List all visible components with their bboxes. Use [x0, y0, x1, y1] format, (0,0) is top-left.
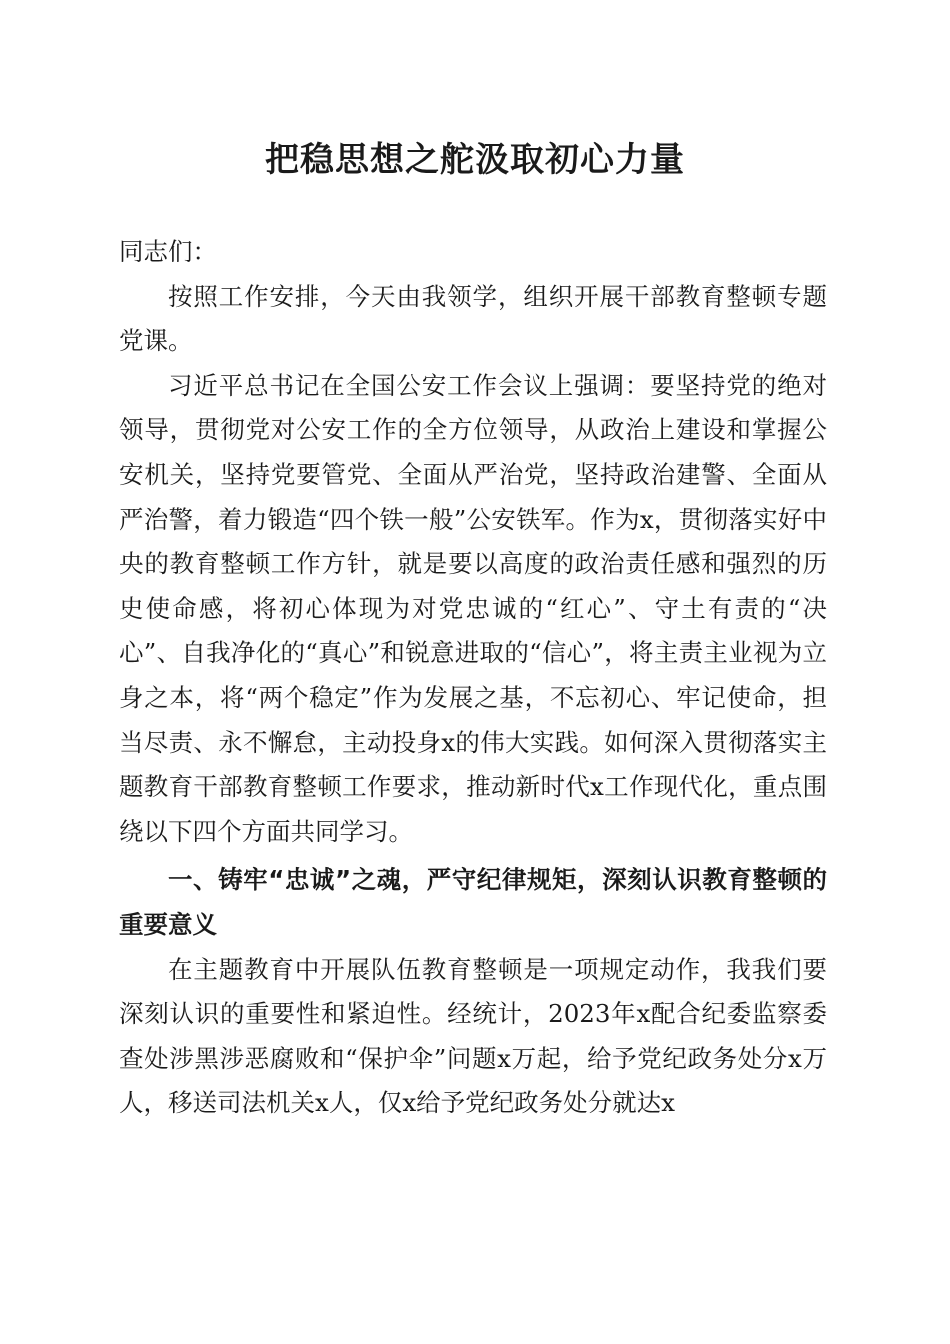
document-body: [119, 230, 827, 1126]
salutation: 同志们：: [119, 237, 217, 266]
document-title: 把稳思想之舵汲取初心力量: [265, 140, 685, 180]
paragraph-section-1: 在主题教育中开展队伍教育整顿是一项规定动作，我我们要深刻认识的重要性和紧迫性。经统计，2023年x配合纪委监察委查处涉黑涉恶腐败和“保护伞”问题x万起，给予党纪政务处分x万人，移送司法机关x人，仅x给予党纪政务处分就达x: [119, 954, 827, 1118]
section-heading-1: 一、铸牢“忠诚”之魂，严守纪律规矩，深刻认识教育整顿的重要意义: [119, 865, 827, 939]
paragraph-main: 习近平总书记在全国公安工作会议上强调：要坚持党的绝对领导，贯彻党对公安工作的全方位领导，从政治上建设和掌握公安机关，坚持党要管党、全面从严治党，坚持政治建警、全面从严治警，着力锻造“四个铁一般”公安铁军。作为x，贯彻落实好中央的教育整顿工作方针，就是要以高度的政治责任感和强烈的历史使命感，将初心体现为对党忠诚的“红心”、守土有责的“决心”、自我净化的“真心”和锐意进取的“信心”，将主责主业视为立身之本，将“两个稳定”作为发展之基，不忘初心、牢记使命，担当尽责、永不懈怠，主动投身x的伟大实践。如何深入贯彻落实主题教育干部教育整顿工作要求，推动新时代x工作现代化，重点围绕以下四个方面共同学习。: [119, 370, 827, 846]
paragraph-intro: 按照工作安排，今天由我领学，组织开展干部教育整顿专题党课。: [119, 281, 827, 356]
